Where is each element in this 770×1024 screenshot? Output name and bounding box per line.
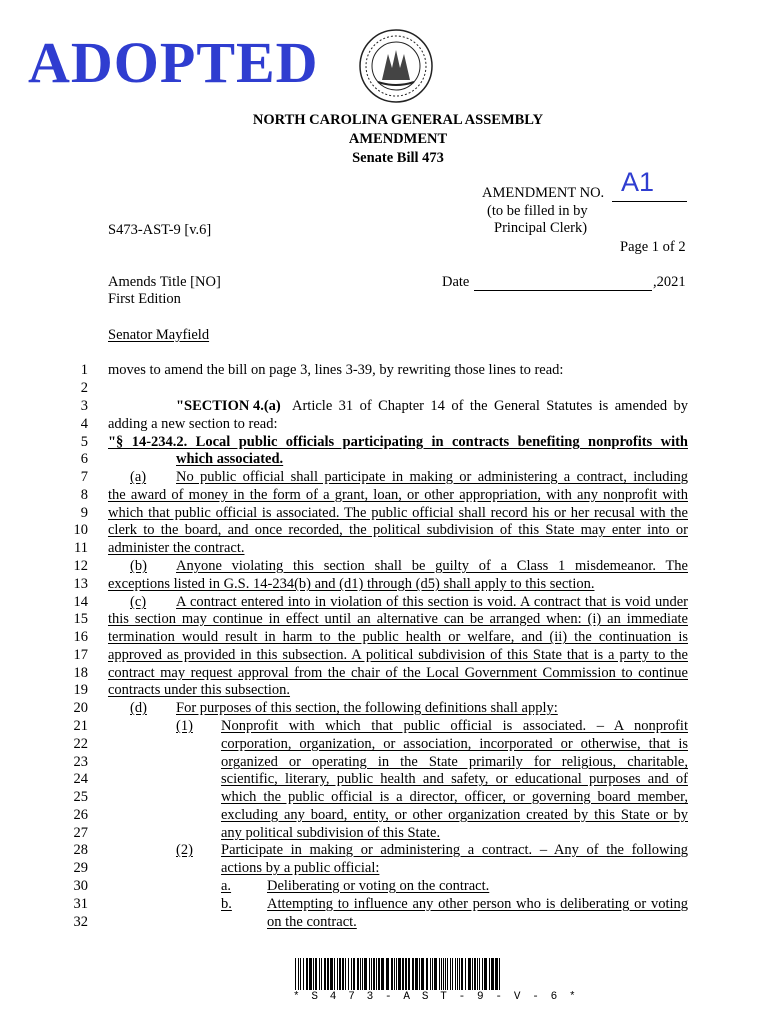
amendment-heading: AMENDMENT [348, 131, 448, 147]
line-number: 1 [80, 362, 88, 378]
line-number: 5 [80, 434, 88, 450]
line-number: 15 [73, 611, 88, 627]
definition-1-label: (1) [176, 718, 193, 734]
date-year: ,2021 [653, 274, 686, 290]
amendment-no-line [612, 201, 687, 202]
body-line-23: organized or operating in the State primarily for religious, charitable, [221, 754, 688, 770]
body-line-28: Participate in making or administering a contract. – Any of the following [221, 842, 688, 858]
section-heading-cont: which associated. [176, 451, 284, 467]
edition: First Edition [108, 291, 181, 307]
line-number: 12 [73, 558, 88, 574]
body-line-12: Anyone violating this section shall be guilty of a Class 1 misdemeanor. The [176, 558, 688, 574]
sponsor: Senator Mayfield [108, 327, 210, 343]
body-line-29: actions by a public official: [221, 860, 380, 876]
body-line-25: which the public official is a director, officer, or governing board member, [221, 789, 688, 805]
body-line-21: Nonprofit with which that public official is associated. – A nonprofit [221, 718, 688, 734]
body-line-16: termination would result in harm to the public health or welfare, and (ii) the continuation is [108, 629, 688, 645]
body-line-1: moves to amend the bill on page 3, lines 3-39, by rewriting those lines to read: [108, 362, 564, 378]
line-number: 24 [73, 771, 88, 787]
body-line-31: Attempting to influence any other person who is deliberating or voting [267, 896, 688, 912]
body-line-3-lead: "SECTION 4.(a) [176, 398, 281, 414]
body-line-26: excluding any board, entity, or other organization created by this State or by [221, 807, 688, 823]
line-number: 29 [73, 860, 88, 876]
body-line-24: scientific, literary, public health and safety, or educational purposes and of [221, 771, 688, 787]
barcode-text: * S 4 7 3 - A S T - 9 - V - 6 * [293, 991, 579, 1003]
body-line-13: exceptions listed in G.S. 14-234(b) and (d1) through (d5) shall apply to this section. [108, 576, 595, 592]
subsection-d-label: (d) [130, 700, 147, 716]
body-line-4: adding a new section to read: [108, 416, 278, 432]
section-heading: "§ 14-234.2. Local public officials participating in contracts benefiting nonprofits with [108, 434, 688, 450]
barcode-icon [295, 958, 500, 990]
body-line-27: any political subdivision of this State. [221, 825, 441, 841]
assembly-heading: NORTH CAROLINA GENERAL ASSEMBLY [252, 112, 544, 128]
date-label: Date [442, 274, 470, 290]
line-number: 11 [74, 540, 88, 556]
body-line-32: on the contract. [267, 914, 357, 930]
line-number: 14 [73, 594, 88, 610]
line-number: 10 [73, 522, 88, 538]
fill-note-2: Principal Clerk) [494, 220, 588, 236]
line-number: 4 [80, 416, 88, 432]
item-b-label: b. [221, 896, 232, 912]
body-line-3: Article 31 of Chapter 14 of the General Statutes is amended by [292, 398, 688, 414]
state-seal-icon [358, 28, 434, 104]
item-a-label: a. [221, 878, 232, 894]
adopted-stamp: ADOPTED [28, 30, 319, 95]
body-line-8: the award of money in the form of a grant, loan, or other appropriation, with any nonprofit with [108, 487, 688, 503]
line-number: 2 [80, 380, 88, 396]
line-number: 28 [73, 842, 88, 858]
body-line-15: this section may continue in effect until an alternative can be arranged when: (i) an immediate [108, 611, 688, 627]
amendment-no-label: AMENDMENT NO. [482, 185, 605, 201]
body-line-30: Deliberating or voting on the contract. [267, 878, 490, 894]
line-number: 16 [73, 629, 88, 645]
line-number: 3 [80, 398, 88, 414]
line-number: 8 [80, 487, 88, 503]
body-line-10: clerk to the board, and once recorded, the political subdivision of this State may enter into or [108, 522, 688, 538]
body-line-22: corporation, organization, or association, incorporated or otherwise, that is [221, 736, 688, 752]
body-line-17: approved as provided in this subsection. A political subdivision of this State that is a party to the [108, 647, 688, 663]
subsection-b-label: (b) [130, 558, 147, 574]
amends-title: Amends Title [NO] [108, 274, 221, 290]
line-number: 23 [73, 754, 88, 770]
body-line-18: contract may request approval from the chair of the Local Government Commission to continue [108, 665, 688, 681]
body-line-19: contracts under this subsection. [108, 682, 291, 698]
subsection-c-label: (c) [130, 594, 147, 610]
line-number: 13 [73, 576, 88, 592]
body-line-20: For purposes of this section, the following definitions shall apply: [176, 700, 558, 716]
line-number: 20 [73, 700, 88, 716]
page-number: Page 1 of 2 [620, 239, 686, 255]
line-number: 31 [73, 896, 88, 912]
line-number: 9 [80, 505, 88, 521]
line-number: 6 [80, 451, 88, 467]
bill-heading: Senate Bill 473 [352, 150, 444, 166]
document-code: S473-AST-9 [v.6] [108, 222, 212, 238]
line-number: 27 [73, 825, 88, 841]
definition-2-label: (2) [176, 842, 193, 858]
line-number: 21 [73, 718, 88, 734]
line-number: 7 [80, 469, 88, 485]
subsection-a-label: (a) [130, 469, 147, 485]
body-line-9: which that public official is associated. The public official shall record his or her recusal with the [108, 505, 688, 521]
amendment-no-value: A1 [621, 167, 655, 197]
body-line-11: administer the contract. [108, 540, 245, 556]
date-line [474, 290, 652, 291]
body-line-7: No public official shall participate in making or administering a contract, including [176, 469, 688, 485]
line-number: 22 [73, 736, 88, 752]
line-number: 32 [73, 914, 88, 930]
line-number: 18 [73, 665, 88, 681]
line-number: 30 [73, 878, 88, 894]
fill-note-1: (to be filled in by [487, 203, 588, 219]
line-number: 25 [73, 789, 88, 805]
line-number: 17 [73, 647, 88, 663]
body-line-14: A contract entered into in violation of this section is void. A contract that is void under [176, 594, 688, 610]
line-number: 26 [73, 807, 88, 823]
line-number: 19 [73, 682, 88, 698]
